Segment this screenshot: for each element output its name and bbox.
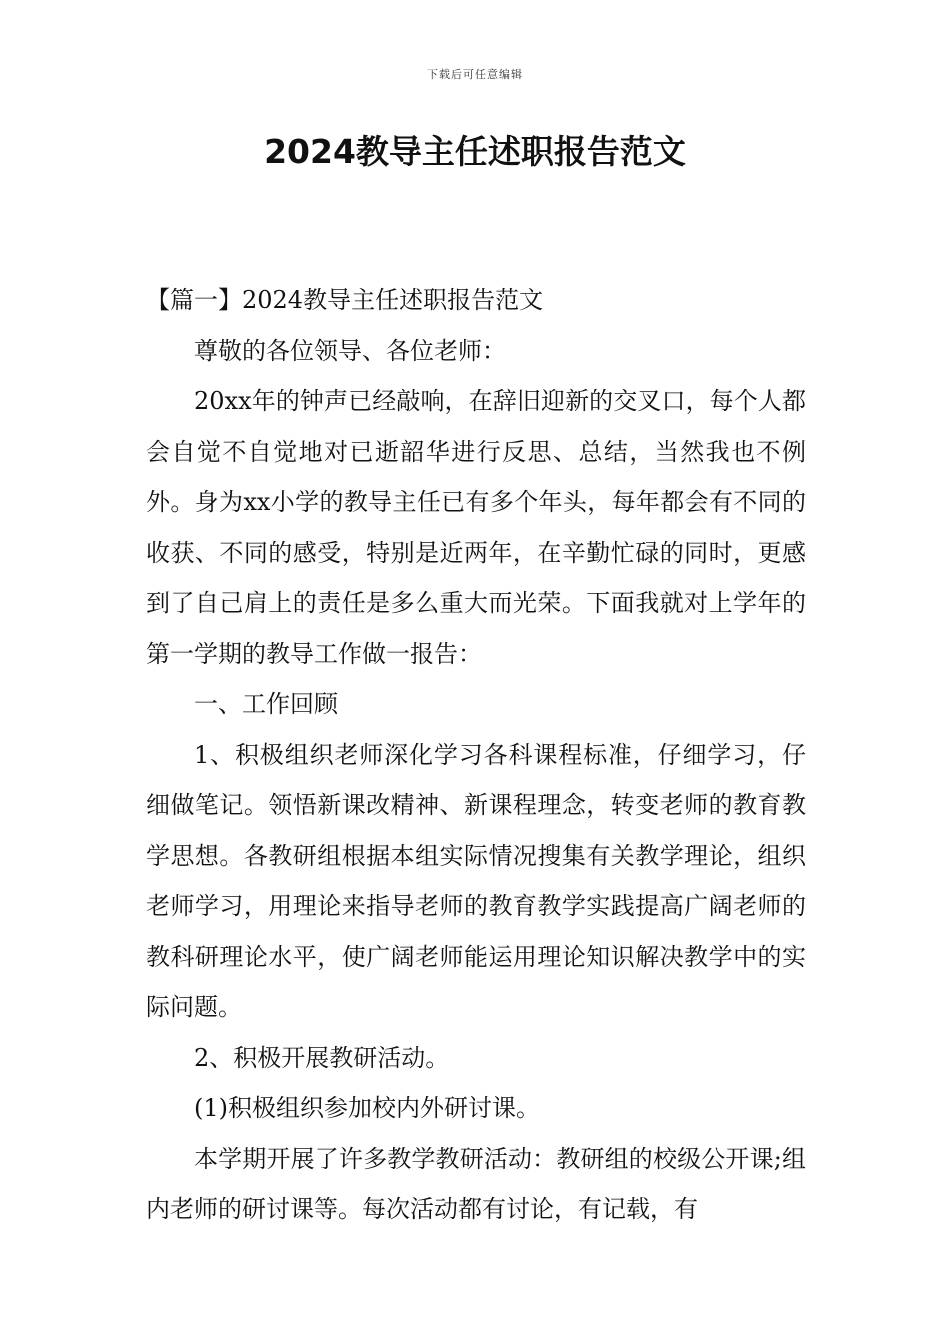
document-body [146, 275, 806, 1235]
salutation-paragraph: 尊敬的各位领导、各位老师： [194, 336, 506, 365]
activities-paragraph: 本学期开展了许多教学教研活动：教研组的校级公开课;组内老师的研讨课等。每次活动都有讨论，有记载，有 [146, 1144, 806, 1223]
item-2-paragraph: 2、积极开展教研活动。 [194, 1043, 450, 1072]
intro-paragraph: 20xx年的钟声已经敲响，在辞旧迎新的交叉口，每个人都会自觉不自觉地对已逝韶华进行反思、总结，当然我也不例外。身为xx小学的教导主任已有多个年头，每年都会有不同的收获、不同的感受，特别是近两年，在辛勤忙碌的同时，更感到了自己肩上的责任是多么重大而光荣。下面我就对上学年的第一学期的教导工作做一报告： [146, 387, 806, 668]
item-2-1-paragraph: (1)积极组织参加校内外研讨课。 [194, 1094, 540, 1122]
section-heading: 【篇一】2024教导主任述职报告范文 [146, 286, 544, 314]
header-note: 下载后可任意编辑 [427, 68, 523, 81]
document-title: 2024教导主任述职报告范文 [264, 132, 686, 171]
subheading-work-review: 一、工作回顾 [194, 690, 338, 718]
item-1-paragraph: 1、积极组织老师深化学习各科课程标准，仔细学习，仔细做笔记。领悟新课改精神、新课程理念，转变老师的教育教学思想。各教研组根据本组实际情况搜集有关教学理论，组织老师学习，用理论来指导老师的教育教学实践提高广阔老师的教科研理论水平，使广阔老师能运用理论知识解决教学中的实际问题。 [146, 740, 806, 1021]
